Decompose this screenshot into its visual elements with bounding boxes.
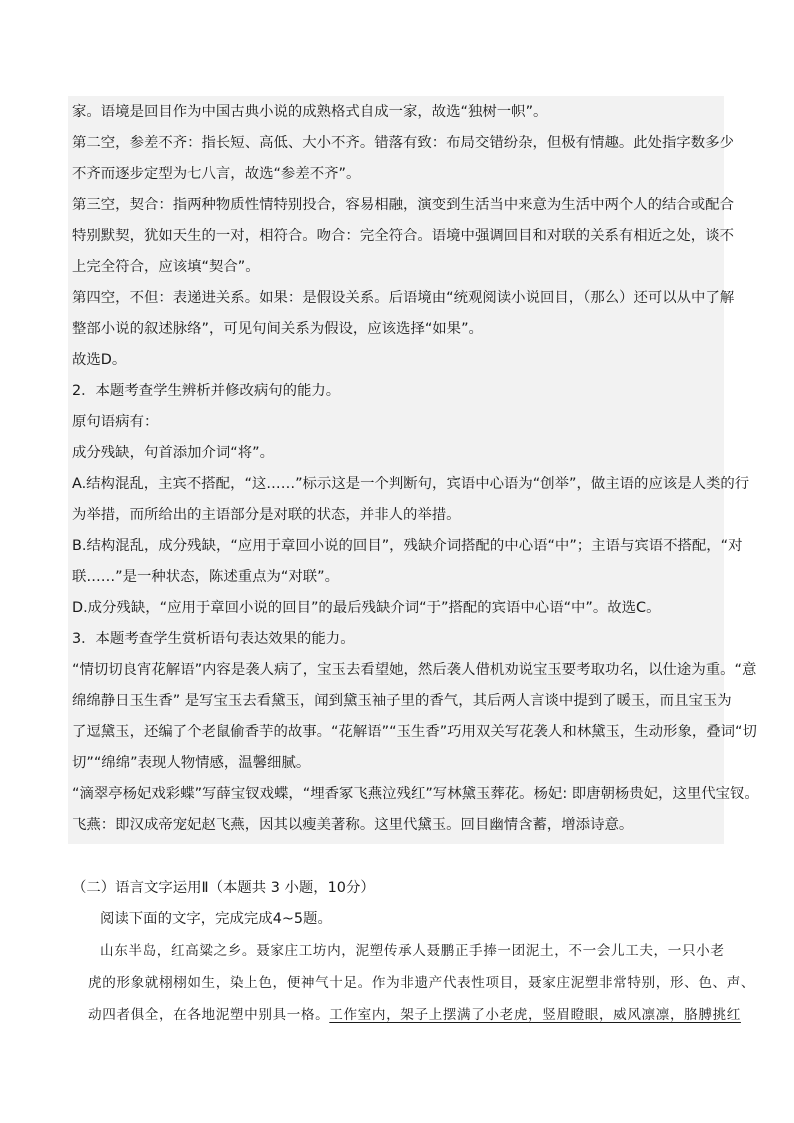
answer-line: 特别默契，犹如天生的一对，相符合。吻合：完全符合。语境中强调回目和对联的关系有相近之处，谈不	[72, 228, 734, 244]
answer-line: 了逗黛玉，还编了个老鼠偷香芋的故事。“花解语”“玉生香”巧用双关写花袭人和林黛玉，生动形象，叠词“切	[72, 724, 757, 740]
answer-line: 3．本题考查学生赏析语句表达效果的能力。	[72, 631, 355, 647]
answer-line: 切”“绵绵”表现人物情感，温馨细腻。	[72, 755, 311, 771]
answer-line: 成分残缺，句首添加介词“将”。	[72, 445, 274, 461]
answer-line: 绵绵静日玉生香” 是写宝玉去看黛玉，闻到黛玉袖子里的香气，其后两人言谈中提到了暖玉，而且宝玉为	[72, 693, 732, 709]
answer-line: 原句语病有：	[72, 414, 159, 430]
answer-line: D.成分残缺，“应用于章回小说的回目”的最后残缺介词“于”搭配的宾语中心语“中”。故选C。	[72, 600, 661, 616]
answer-line: 故选D。	[72, 352, 127, 368]
answer-line: 第三空，契合：指两种物质性情特别投合，容易相融，演变到生活当中来意为生活中两个人的结合或配合	[72, 197, 734, 213]
answer-line: 为举措，而所给出的主语部分是对联的状态，并非人的举措。	[72, 507, 461, 523]
answer-line: 上完全符合，应该填“契合”。	[72, 259, 260, 275]
answer-line: “滴翠亭杨妃戏彩蝶”写薛宝钗戏蝶，“埋香冢飞燕泣残红”写林黛玉葬花。杨妃: 即唐朝杨贵妃，这里代宝钗。	[72, 786, 759, 802]
answer-line: 飞燕：即汉成帝宠妃赵飞燕，因其以瘦美著称。这里代黛玉。回目幽情含蓄，增添诗意。	[72, 817, 634, 833]
answer-line: B.结构混乱，成分残缺，“应用于章回小说的回目”，残缺介词搭配的中心语“中”；主语与宾语不搭配，“对	[72, 538, 743, 554]
answer-line: “情切切良宵花解语”内容是袭人病了，宝玉去看望她，然后袭人借机劝说宝玉要考取功名，以仕途为重。“意	[72, 662, 757, 678]
passage-line: 虎的形象就栩栩如生，染上色，便神气十足。作为非遗产代表性项目，聂家庄泥塑非常特别，形、色、声、	[88, 975, 756, 991]
answer-line: A.结构混乱，主宾不搭配，“这……”标示这是一个判断句，宾语中心语为“创举”，做主语的应该是人类的行	[72, 476, 750, 492]
passage-plain-text: 动四者俱全，在各地泥塑中别具一格。	[88, 1007, 330, 1023]
answer-line: 家。语境是回目作为中国古典小说的成熟格式自成一家，故选“独树一帜”。	[72, 104, 548, 120]
answer-line: 第二空，参差不齐：指长短、高低、大小不齐。错落有致：布局交错纷杂，但极有情趣。此处指字数多少	[72, 135, 734, 151]
section-instruction: 阅读下面的文字，完成完成4~5题。	[100, 911, 332, 927]
passage-underlined-text: 工作室内，架子上摆满了小老虎，竖眉瞪眼，威风凛凛，胳膊挑红	[329, 1007, 741, 1023]
section-heading: （二）语言文字运用Ⅱ（本题共 3 小题，10分）	[72, 880, 375, 896]
passage-line: 山东半岛，红高粱之乡。聂家庄工坊内，泥塑传承人聂鹏正手捧一团泥土，不一会儿工夫，一只小老	[100, 943, 725, 959]
answer-line: 联……”是一种状态，陈述重点为“对联”。	[72, 569, 340, 585]
answer-line: 整部小说的叙述脉络”，可见句间关系为假设，应该选择“如果”。	[72, 321, 483, 337]
answer-line: 2．本题考查学生辨析并修改病句的能力。	[72, 383, 341, 399]
answer-line: 第四空，不但：表递进关系。如果：是假设关系。后语境由“统观阅读小说回目，（那么）还可以从中了解	[72, 290, 735, 306]
passage-line	[88, 1005, 741, 1025]
answer-line: 不齐而逐步定型为七八言，故选“参差不齐”。	[72, 166, 361, 182]
